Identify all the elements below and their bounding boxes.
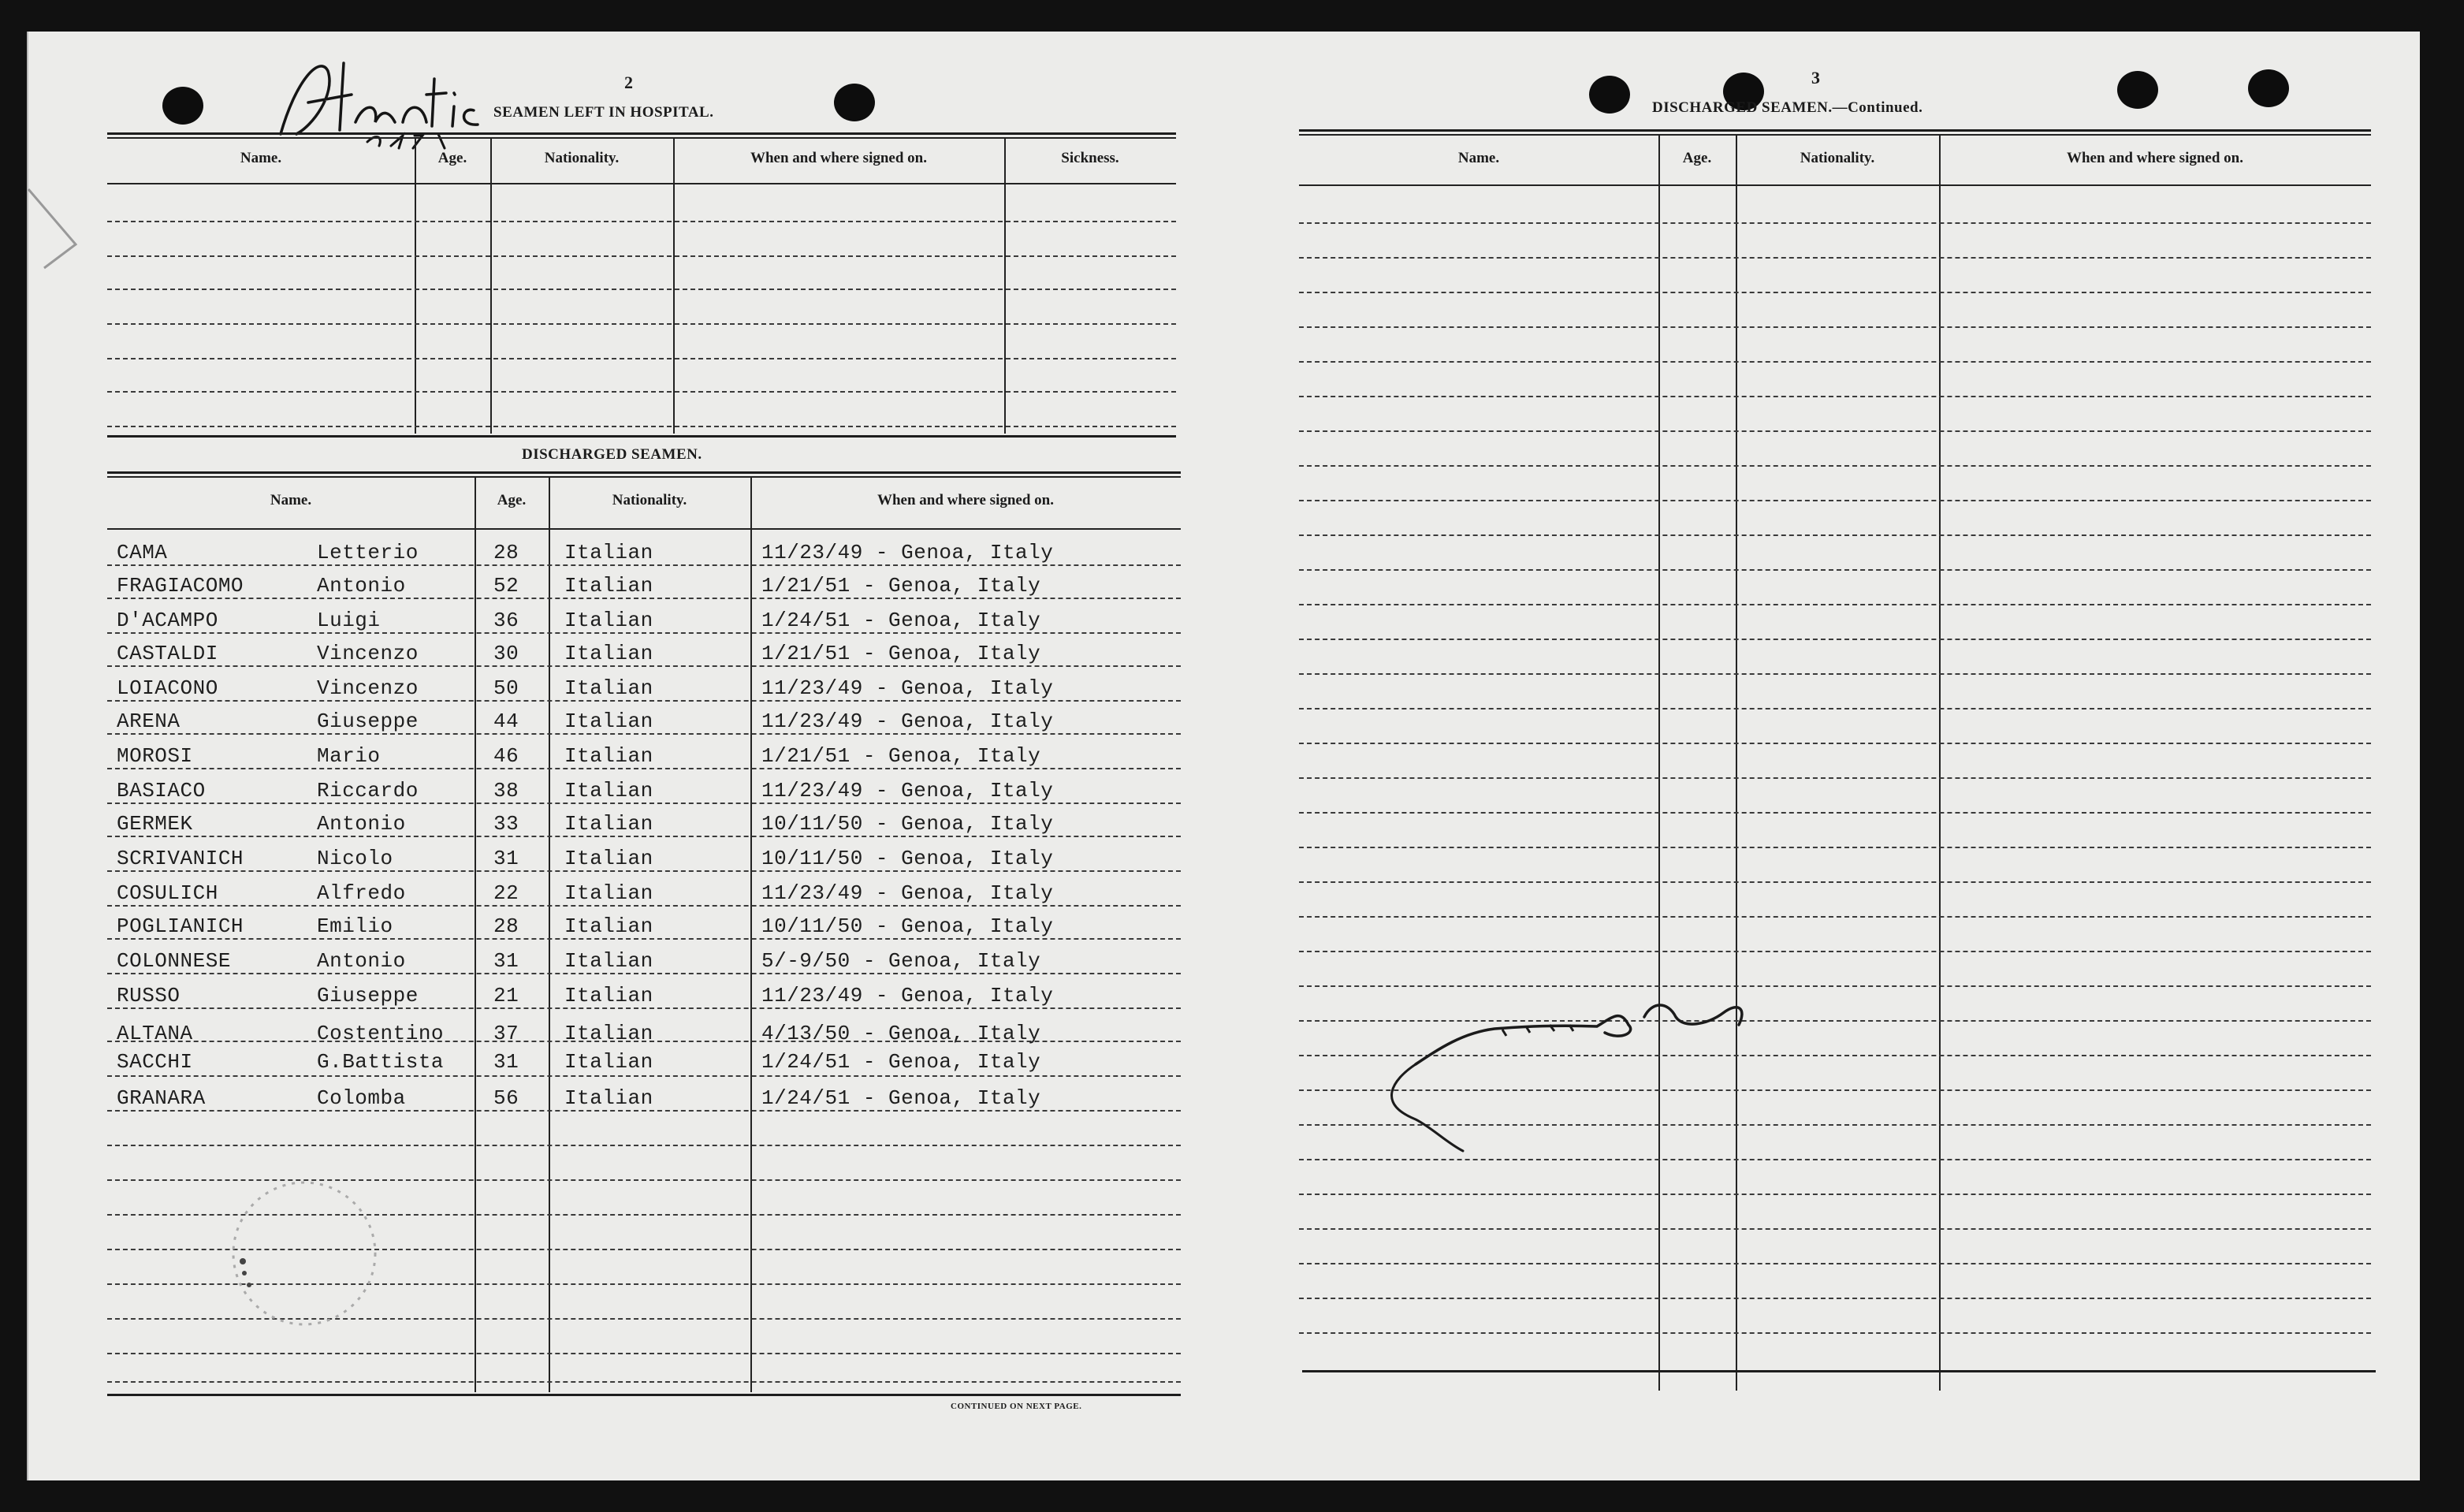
blank-row-line bbox=[1299, 639, 2371, 640]
rule bbox=[107, 471, 1181, 474]
torn-edge-mark bbox=[28, 158, 91, 236]
seaman-given-name: Mario bbox=[317, 744, 381, 768]
column-divider bbox=[549, 478, 550, 1392]
seaman-age: 52 bbox=[493, 574, 519, 598]
seaman-age: 46 bbox=[493, 744, 519, 768]
seaman-age: 44 bbox=[493, 709, 519, 733]
blank-row-line bbox=[1299, 500, 2371, 501]
seaman-surname: LOIACONO bbox=[117, 676, 218, 700]
right-col-age: Age. bbox=[1682, 150, 1712, 166]
seaman-signed-on: 4/13/50 - Genoa, Italy bbox=[761, 1022, 1041, 1045]
rule bbox=[107, 132, 1176, 135]
seaman-nationality: Italian bbox=[564, 949, 653, 973]
seaman-surname: GRANARA bbox=[117, 1086, 206, 1110]
seaman-nationality: Italian bbox=[564, 881, 653, 905]
row-line bbox=[107, 700, 1181, 702]
rule bbox=[107, 1394, 1181, 1396]
seaman-surname: MOROSI bbox=[117, 744, 193, 768]
blank-row-line bbox=[107, 289, 1176, 290]
hospital-col-nationality: Nationality. bbox=[544, 150, 620, 166]
row-line bbox=[107, 803, 1181, 804]
seaman-age: 33 bbox=[493, 812, 519, 836]
faded-stamp bbox=[225, 1175, 383, 1332]
seaman-age: 31 bbox=[493, 847, 519, 870]
row-line bbox=[107, 905, 1181, 907]
seaman-signed-on: 11/23/49 - Genoa, Italy bbox=[761, 881, 1054, 905]
column-divider bbox=[1736, 136, 1737, 1391]
seaman-surname: SCRIVANICH bbox=[117, 847, 244, 870]
blank-row-line bbox=[1299, 430, 2371, 432]
rule bbox=[107, 183, 1176, 184]
seaman-surname: POGLIANICH bbox=[117, 914, 244, 938]
row-line bbox=[107, 1145, 1181, 1146]
seaman-surname: FRAGIACOMO bbox=[117, 574, 244, 598]
seaman-given-name: Riccardo bbox=[317, 779, 419, 803]
punch-hole bbox=[1589, 76, 1630, 114]
row-line bbox=[107, 598, 1181, 599]
row-line bbox=[107, 768, 1181, 769]
right-col-when-where: When and where signed on. bbox=[2066, 150, 2243, 166]
blank-row-line bbox=[1299, 396, 2371, 397]
column-divider bbox=[1004, 139, 1006, 434]
blank-row-line bbox=[1299, 257, 2371, 259]
row-line bbox=[107, 836, 1181, 837]
seaman-surname: CAMA bbox=[117, 541, 168, 564]
seaman-signed-on: 10/11/50 - Genoa, Italy bbox=[761, 847, 1054, 870]
punch-hole bbox=[162, 87, 203, 125]
blank-row-line bbox=[1299, 1194, 2371, 1195]
seaman-nationality: Italian bbox=[564, 1050, 653, 1074]
blank-row-line bbox=[107, 323, 1176, 325]
seaman-signed-on: 1/21/51 - Genoa, Italy bbox=[761, 574, 1041, 598]
blank-row-line bbox=[1299, 569, 2371, 571]
seaman-surname: D'ACAMPO bbox=[117, 609, 218, 632]
row-line bbox=[107, 1381, 1181, 1383]
blank-row-line bbox=[107, 255, 1176, 257]
hospital-col-sickness: Sickness. bbox=[1061, 150, 1119, 166]
blank-row-line bbox=[107, 358, 1176, 359]
seaman-signed-on: 11/23/49 - Genoa, Italy bbox=[761, 676, 1054, 700]
seaman-surname: GERMEK bbox=[117, 812, 193, 836]
right-col-name: Name. bbox=[1457, 150, 1500, 166]
rule bbox=[1299, 129, 2371, 132]
seaman-nationality: Italian bbox=[564, 984, 653, 1007]
discharged-col-when-where: When and where signed on. bbox=[877, 492, 1054, 508]
blank-row-line bbox=[1299, 847, 2371, 848]
row-line bbox=[107, 632, 1181, 634]
seaman-given-name: Letterio bbox=[317, 541, 419, 564]
discharged-col-nationality: Nationality. bbox=[612, 492, 687, 508]
seaman-surname: COSULICH bbox=[117, 881, 218, 905]
column-divider bbox=[673, 139, 675, 434]
seaman-surname: ALTANA bbox=[117, 1022, 193, 1045]
seaman-given-name: Costentino bbox=[317, 1022, 445, 1045]
row-line bbox=[107, 1353, 1181, 1354]
column-divider bbox=[750, 478, 752, 1392]
discharged-col-name: Name. bbox=[270, 492, 312, 508]
seaman-given-name: Nicolo bbox=[317, 847, 393, 870]
blank-row-line bbox=[1299, 777, 2371, 779]
seaman-given-name: G.Battista bbox=[317, 1050, 445, 1074]
rule bbox=[107, 476, 1181, 478]
seaman-age: 36 bbox=[493, 609, 519, 632]
column-divider bbox=[1658, 136, 1660, 1391]
seaman-signed-on: 1/21/51 - Genoa, Italy bbox=[761, 744, 1041, 768]
page-number-left: 2 bbox=[624, 73, 633, 92]
blank-row-line bbox=[1299, 708, 2371, 709]
seaman-age: 50 bbox=[493, 676, 519, 700]
blank-row-line bbox=[1299, 951, 2371, 952]
seaman-signed-on: 10/11/50 - Genoa, Italy bbox=[761, 914, 1054, 938]
rule bbox=[1299, 134, 2371, 136]
row-line bbox=[107, 870, 1181, 872]
seaman-given-name: Giuseppe bbox=[317, 709, 419, 733]
rule bbox=[107, 137, 1176, 139]
column-divider bbox=[490, 139, 492, 434]
blank-row-line bbox=[1299, 361, 2371, 363]
seaman-signed-on: 1/24/51 - Genoa, Italy bbox=[761, 609, 1041, 632]
hospital-col-when-where: When and where signed on. bbox=[750, 150, 927, 166]
right-col-nationality: Nationality. bbox=[1800, 150, 1875, 166]
row-line bbox=[107, 1007, 1181, 1009]
seaman-surname: COLONNESE bbox=[117, 949, 231, 973]
seaman-age: 30 bbox=[493, 642, 519, 665]
blank-row-line bbox=[1299, 673, 2371, 675]
seaman-signed-on: 11/23/49 - Genoa, Italy bbox=[761, 984, 1054, 1007]
seaman-signed-on: 5/-9/50 - Genoa, Italy bbox=[761, 949, 1041, 973]
seaman-nationality: Italian bbox=[564, 744, 653, 768]
rule bbox=[1302, 1370, 2376, 1372]
seaman-nationality: Italian bbox=[564, 1022, 653, 1045]
seaman-age: 38 bbox=[493, 779, 519, 803]
seaman-age: 31 bbox=[493, 1050, 519, 1074]
blank-row-line bbox=[1299, 1228, 2371, 1230]
blank-row-line bbox=[1299, 743, 2371, 744]
column-divider bbox=[415, 139, 416, 434]
discharged-section-title: DISCHARGED SEAMEN. bbox=[522, 446, 702, 463]
seaman-given-name: Antonio bbox=[317, 812, 406, 836]
seaman-given-name: Luigi bbox=[317, 609, 381, 632]
seaman-surname: CASTALDI bbox=[117, 642, 218, 665]
blank-row-line bbox=[1299, 292, 2371, 293]
seaman-nationality: Italian bbox=[564, 914, 653, 938]
row-line bbox=[107, 938, 1181, 940]
blank-row-line bbox=[1299, 881, 2371, 883]
seaman-given-name: Antonio bbox=[317, 574, 406, 598]
hospital-col-name: Name. bbox=[240, 150, 282, 166]
page-number-right: 3 bbox=[1811, 68, 1820, 88]
seaman-nationality: Italian bbox=[564, 709, 653, 733]
seaman-given-name: Emilio bbox=[317, 914, 393, 938]
seaman-age: 37 bbox=[493, 1022, 519, 1045]
row-line bbox=[107, 1075, 1181, 1077]
seaman-nationality: Italian bbox=[564, 676, 653, 700]
seaman-surname: RUSSO bbox=[117, 984, 181, 1007]
continued-note: CONTINUED ON NEXT PAGE. bbox=[951, 1402, 1082, 1411]
seaman-given-name: Vincenzo bbox=[317, 676, 419, 700]
blank-row-line bbox=[107, 391, 1176, 393]
seaman-nationality: Italian bbox=[564, 609, 653, 632]
blank-row-line bbox=[107, 221, 1176, 222]
blank-row-line bbox=[1299, 1263, 2371, 1264]
right-page-title: DISCHARGED SEAMEN.—Continued. bbox=[1652, 99, 1923, 116]
hospital-col-age: Age. bbox=[437, 150, 467, 166]
seaman-age: 31 bbox=[493, 949, 519, 973]
seaman-given-name: Colomba bbox=[317, 1086, 406, 1110]
hospital-section-title: SEAMEN LEFT IN HOSPITAL. bbox=[493, 104, 714, 121]
seaman-age: 22 bbox=[493, 881, 519, 905]
seaman-signed-on: 11/23/49 - Genoa, Italy bbox=[761, 541, 1054, 564]
row-line bbox=[107, 1110, 1181, 1112]
seaman-surname: SACCHI bbox=[117, 1050, 193, 1074]
blank-row-line bbox=[1299, 1332, 2371, 1334]
seaman-given-name: Alfredo bbox=[317, 881, 406, 905]
handwritten-signature bbox=[1368, 954, 1810, 1112]
blank-row-line bbox=[1299, 534, 2371, 536]
column-divider bbox=[475, 478, 476, 1392]
seaman-signed-on: 11/23/49 - Genoa, Italy bbox=[761, 709, 1054, 733]
blank-row-line bbox=[1299, 604, 2371, 605]
seaman-nationality: Italian bbox=[564, 541, 653, 564]
rule bbox=[107, 435, 1176, 438]
rule bbox=[107, 528, 1181, 530]
blank-row-line bbox=[1299, 326, 2371, 328]
blank-row-line bbox=[1299, 1159, 2371, 1160]
seaman-age: 56 bbox=[493, 1086, 519, 1110]
rule bbox=[1299, 184, 2371, 186]
seaman-signed-on: 1/21/51 - Genoa, Italy bbox=[761, 642, 1041, 665]
blank-row-line bbox=[1299, 465, 2371, 467]
punch-hole bbox=[834, 84, 875, 121]
blank-row-line bbox=[1299, 1124, 2371, 1126]
punch-hole bbox=[2117, 71, 2158, 109]
seaman-signed-on: 10/11/50 - Genoa, Italy bbox=[761, 812, 1054, 836]
discharged-col-age: Age. bbox=[497, 492, 527, 508]
blank-row-line bbox=[107, 426, 1176, 427]
seaman-nationality: Italian bbox=[564, 847, 653, 870]
seaman-nationality: Italian bbox=[564, 574, 653, 598]
row-line bbox=[107, 665, 1181, 667]
blank-row-line bbox=[1299, 1298, 2371, 1299]
seaman-signed-on: 1/24/51 - Genoa, Italy bbox=[761, 1086, 1041, 1110]
seaman-signed-on: 1/24/51 - Genoa, Italy bbox=[761, 1050, 1041, 1074]
seaman-surname: BASIACO bbox=[117, 779, 206, 803]
seaman-nationality: Italian bbox=[564, 779, 653, 803]
seaman-given-name: Giuseppe bbox=[317, 984, 419, 1007]
blank-row-line bbox=[1299, 812, 2371, 814]
seaman-age: 21 bbox=[493, 984, 519, 1007]
row-line bbox=[107, 973, 1181, 974]
seaman-nationality: Italian bbox=[564, 1086, 653, 1110]
seaman-signed-on: 11/23/49 - Genoa, Italy bbox=[761, 779, 1054, 803]
blank-row-line bbox=[1299, 222, 2371, 224]
row-line bbox=[107, 733, 1181, 735]
seaman-age: 28 bbox=[493, 914, 519, 938]
blank-row-line bbox=[1299, 916, 2371, 918]
row-line bbox=[107, 564, 1181, 566]
seaman-surname: ARENA bbox=[117, 709, 181, 733]
seaman-given-name: Vincenzo bbox=[317, 642, 419, 665]
column-divider bbox=[1939, 136, 1941, 1391]
seaman-given-name: Antonio bbox=[317, 949, 406, 973]
scanned-document bbox=[27, 32, 2420, 1480]
seaman-nationality: Italian bbox=[564, 812, 653, 836]
seaman-nationality: Italian bbox=[564, 642, 653, 665]
seaman-age: 28 bbox=[493, 541, 519, 564]
punch-hole bbox=[2248, 69, 2289, 107]
